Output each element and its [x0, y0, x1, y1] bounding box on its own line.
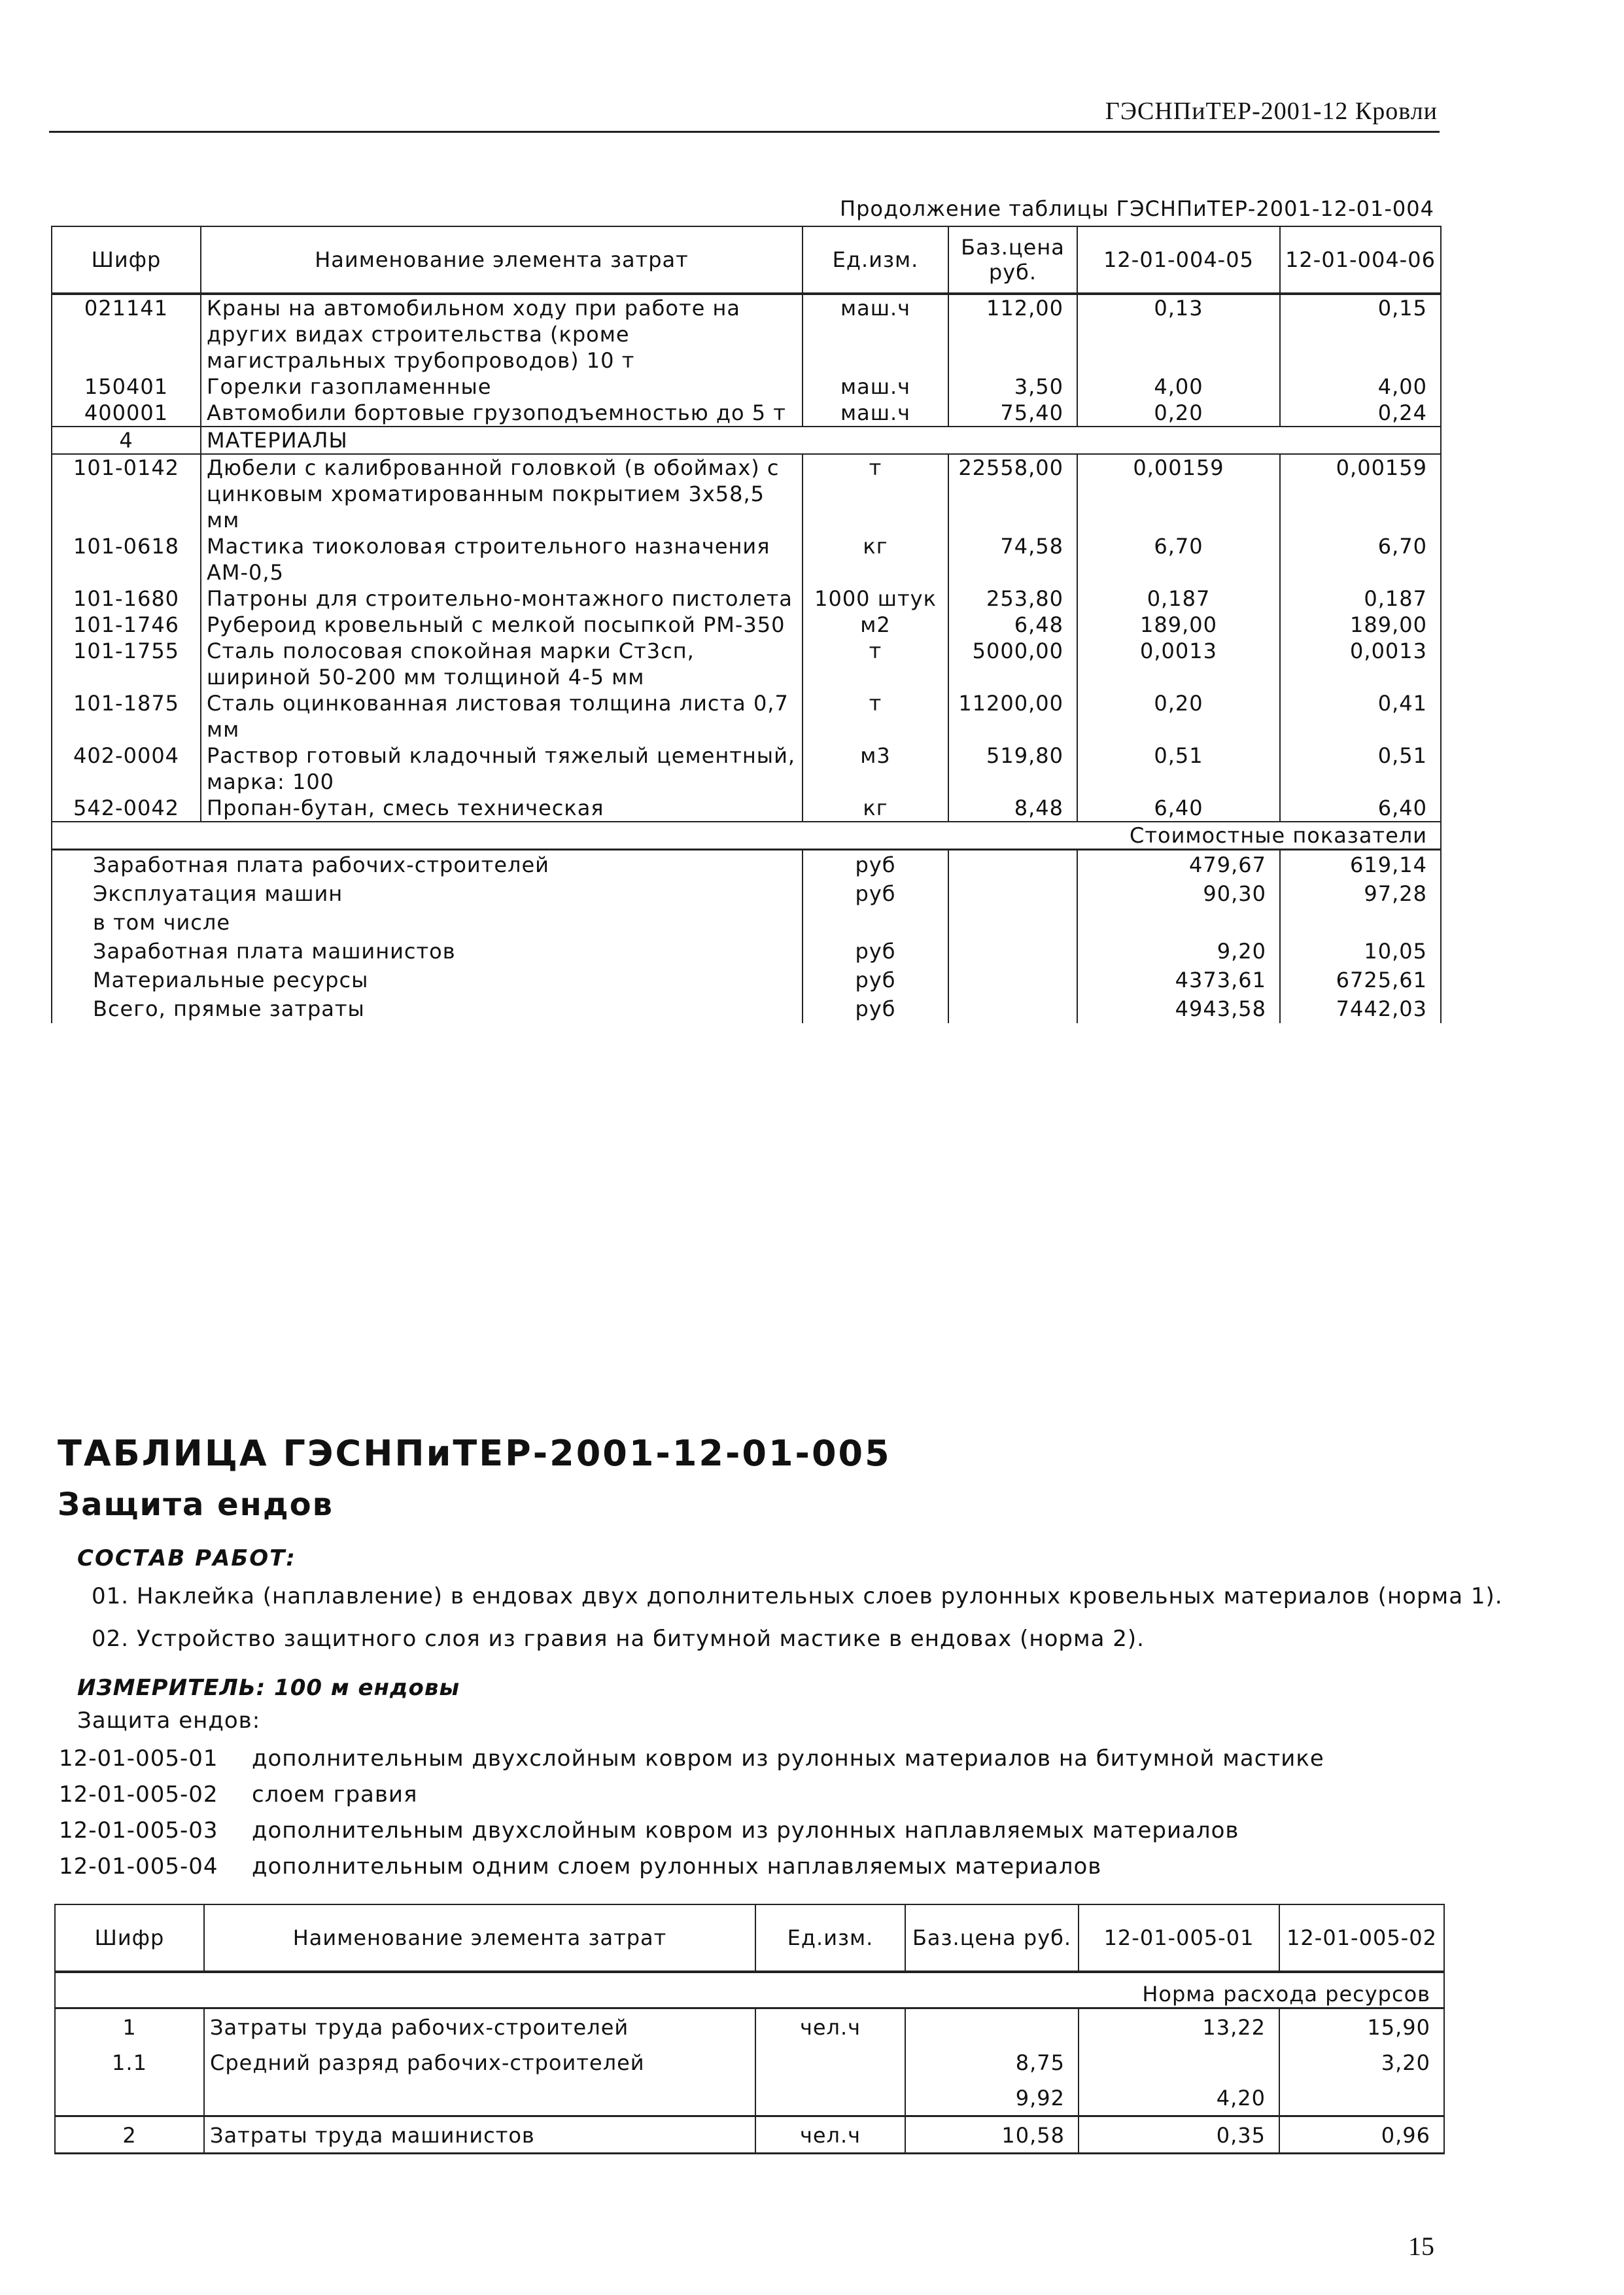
cell-value: 0,51 [1280, 743, 1441, 795]
cell-code: 400001 [52, 400, 201, 427]
table-row [55, 2008, 1444, 2045]
norm-code: 12-01-005-04 [59, 1853, 218, 1880]
cell-value: 15,90 [1279, 2008, 1444, 2045]
table-row [52, 533, 1441, 586]
table-row [52, 795, 1441, 822]
cell-code: 101-1680 [52, 586, 201, 612]
cell-price: 6,48 [948, 612, 1077, 638]
cost-unit: руб [803, 850, 948, 880]
cell-value: 0,24 [1280, 400, 1441, 427]
cell-unit: т [803, 690, 948, 743]
cost-value: 4373,61 [1077, 966, 1280, 994]
cell-code: 542-0042 [52, 795, 201, 822]
cell-value: 189,00 [1077, 612, 1280, 638]
column-header: Шифр [55, 1904, 204, 1972]
table-row [52, 374, 1441, 400]
cell-unit: чел.ч [755, 2008, 905, 2045]
cell-unit: маш.ч [803, 374, 948, 400]
cost-unit: руб [803, 879, 948, 908]
cell-value: 3,20 [1279, 2044, 1444, 2080]
cell-code: 101-1746 [52, 612, 201, 638]
norm-description: дополнительным двухслойным ковром из рулонных наплавляемых материалов [252, 1817, 1239, 1844]
cell-value: 0,0013 [1280, 638, 1441, 690]
cell-name: Патроны для строительно-монтажного пистолета [201, 586, 803, 612]
cell-unit: т [803, 638, 948, 690]
cell-name: Пропан-бутан, смесь техническая [201, 795, 803, 822]
cell-value: 0,00159 [1280, 454, 1441, 533]
cell-price: 75,40 [948, 400, 1077, 427]
column-header: 12-01-005-01 [1079, 1904, 1279, 1972]
cell-unit: маш.ч [803, 400, 948, 427]
cell-name: Рубероид кровельный с мелкой посыпкой РМ-350 [201, 612, 803, 638]
cost-value: 90,30 [1077, 879, 1280, 908]
cost-row [52, 966, 1441, 994]
cost-label: в том числе [52, 908, 803, 937]
cell-name: Автомобили бортовые грузоподъемностью до 5 т [201, 400, 803, 427]
cell-value: 4,20 [1079, 2080, 1279, 2116]
norm-code: 12-01-005-01 [59, 1745, 218, 1772]
cell-code: 021141 [52, 294, 201, 374]
cell-name: Раствор готовый кладочный тяжелый цементный, марка: 100 [201, 743, 803, 795]
cell-unit [755, 2044, 905, 2080]
table-row [52, 690, 1441, 743]
cost-empty [948, 966, 1077, 994]
table-row [52, 612, 1441, 638]
cell-unit: м3 [803, 743, 948, 795]
cost-empty [948, 994, 1077, 1023]
cell-value: 0,35 [1079, 2116, 1279, 2154]
cost-empty [948, 879, 1077, 908]
cell-value: 6,40 [1077, 795, 1280, 822]
cell-price: 8,75 [905, 2044, 1079, 2080]
cost-unit [803, 908, 948, 937]
cost-unit: руб [803, 994, 948, 1023]
norm-description: дополнительным двухслойным ковром из рулонных материалов на битумной мастике [252, 1745, 1324, 1772]
cell-value: 0,15 [1280, 294, 1441, 374]
cost-empty [948, 937, 1077, 966]
cell-name: Сталь оцинкованная листовая толщина листа 0,7 мм [201, 690, 803, 743]
cell-value: 0,13 [1077, 294, 1280, 374]
cell-price: 519,80 [948, 743, 1077, 795]
cost-header-row [52, 822, 1441, 850]
resource-table-005 [54, 1904, 1445, 2154]
cell-code: 402-0004 [52, 743, 201, 795]
column-header: 12-01-004-06 [1280, 226, 1441, 294]
cell-name: Горелки газопламенные [201, 374, 803, 400]
cell-price: 3,50 [948, 374, 1077, 400]
cell-value: 0,187 [1077, 586, 1280, 612]
table-row [55, 2116, 1444, 2154]
cost-empty [948, 908, 1077, 937]
table-subtitle: Защита ендов [58, 1486, 334, 1523]
cell-name: Сталь полосовая спокойная марки Ст3сп, шириной 50-200 мм толщиной 4-5 мм [201, 638, 803, 690]
cell-name: Затраты труда машинистов [204, 2116, 755, 2154]
header-rule [49, 131, 1440, 133]
cell-price: 9,92 [905, 2080, 1079, 2116]
cell-value [1279, 2080, 1444, 2116]
section-title: МАТЕРИАЛЫ [201, 427, 1441, 454]
resource-table-004 [51, 226, 1442, 1023]
cell-code [55, 2080, 204, 2116]
cell-unit: кг [803, 533, 948, 586]
cell-name [204, 2080, 755, 2116]
cell-value: 6,70 [1077, 533, 1280, 586]
column-header: Наименование элемента затрат [201, 226, 803, 294]
work-item: 02. Устройство защитного слоя из гравия на битумной мастике в ендовах (норма 2). [92, 1626, 1145, 1652]
norm-header-row [55, 1972, 1444, 2008]
cost-label: Материальные ресурсы [52, 966, 803, 994]
cost-label: Заработная плата машинистов [52, 937, 803, 966]
table-header-row [55, 1904, 1444, 1972]
work-item: 01. Наклейка (наплавление) в ендовах двух дополнительных слоев рулонных кровельных материалов (норма 1). [92, 1583, 1503, 1609]
cell-value: 0,20 [1077, 400, 1280, 427]
cell-value: 0,187 [1280, 586, 1441, 612]
cell-value: 189,00 [1280, 612, 1441, 638]
norm-description: слоем гравия [252, 1781, 418, 1808]
cost-row [52, 937, 1441, 966]
column-header: 12-01-005-02 [1279, 1904, 1444, 1972]
table-continuation-caption: Продолжение таблицы ГЭСНПиТЕР-2001-12-01-004 [840, 196, 1434, 221]
cell-price: 11200,00 [948, 690, 1077, 743]
table-row [52, 743, 1441, 795]
table-row [52, 638, 1441, 690]
cell-code: 101-1755 [52, 638, 201, 690]
cell-name: Дюбели с калиброванной головкой (в обоймах) с цинковым хроматированным покрытием 3x58,5 мм [201, 454, 803, 533]
cell-unit: маш.ч [803, 294, 948, 374]
cell-price: 5000,00 [948, 638, 1077, 690]
table-row [52, 454, 1441, 533]
column-header: Баз.цена руб. [905, 1904, 1079, 1972]
cell-value: 0,41 [1280, 690, 1441, 743]
cost-row [52, 879, 1441, 908]
column-header: 12-01-004-05 [1077, 226, 1280, 294]
norm-description: дополнительным одним слоем рулонных наплавляемых материалов [252, 1853, 1102, 1880]
cost-value: 6725,61 [1280, 966, 1441, 994]
cost-value: 97,28 [1280, 879, 1441, 908]
cell-unit: кг [803, 795, 948, 822]
cost-empty [948, 850, 1077, 880]
table-row [55, 2044, 1444, 2080]
cost-unit: руб [803, 937, 948, 966]
cell-code: 2 [55, 2116, 204, 2154]
cell-unit: 1000 штук [803, 586, 948, 612]
cell-value: 6,40 [1280, 795, 1441, 822]
cell-code: 1.1 [55, 2044, 204, 2080]
work-composition-label: СОСТАВ РАБОТ: [77, 1545, 296, 1571]
cell-unit [755, 2080, 905, 2116]
table-row [52, 586, 1441, 612]
cell-code: 101-0618 [52, 533, 201, 586]
cost-value: 479,67 [1077, 850, 1280, 880]
norm-group-heading: Защита ендов: [77, 1708, 261, 1734]
cell-value: 0,96 [1279, 2116, 1444, 2154]
cell-value: 0,00159 [1077, 454, 1280, 533]
cost-value [1280, 908, 1441, 937]
table-title: ТАБЛИЦА ГЭСНПиТЕР-2001-12-01-005 [58, 1433, 891, 1474]
cost-label: Всего, прямые затраты [52, 994, 803, 1023]
cost-row [52, 850, 1441, 880]
section-row [52, 427, 1441, 454]
table-row [55, 2080, 1444, 2116]
cost-value: 619,14 [1280, 850, 1441, 880]
cost-value: 4943,58 [1077, 994, 1280, 1023]
cell-code: 150401 [52, 374, 201, 400]
cell-value [1079, 2044, 1279, 2080]
cell-price: 74,58 [948, 533, 1077, 586]
cell-name: Краны на автомобильном ходу при работе на других видах строительства (кроме магистральных трубопроводов) 10 т [201, 294, 803, 374]
cost-row [52, 994, 1441, 1023]
cell-unit: чел.ч [755, 2116, 905, 2154]
table-row [52, 294, 1441, 374]
cell-price: 253,80 [948, 586, 1077, 612]
cost-value: 7442,03 [1280, 994, 1441, 1023]
cell-value: 0,51 [1077, 743, 1280, 795]
column-header: Наименование элемента затрат [204, 1904, 755, 1972]
norm-header: Норма расхода ресурсов [55, 1972, 1444, 2008]
cost-value: 10,05 [1280, 937, 1441, 966]
cell-value: 4,00 [1280, 374, 1441, 400]
cost-header: Стоимостные показатели [52, 822, 1441, 850]
cell-unit: м2 [803, 612, 948, 638]
cost-row [52, 908, 1441, 937]
cell-value: 6,70 [1280, 533, 1441, 586]
cell-value: 13,22 [1079, 2008, 1279, 2045]
cell-price: 112,00 [948, 294, 1077, 374]
cell-value: 0,20 [1077, 690, 1280, 743]
cell-unit: т [803, 454, 948, 533]
cost-value [1077, 908, 1280, 937]
column-header: Ед.изм. [755, 1904, 905, 1972]
cell-name: Мастика тиоколовая строительного назначения АМ-0,5 [201, 533, 803, 586]
cell-price: 8,48 [948, 795, 1077, 822]
cell-price: 22558,00 [948, 454, 1077, 533]
meter-label: ИЗМЕРИТЕЛЬ: 100 м ендовы [77, 1675, 460, 1701]
cell-code: 101-1875 [52, 690, 201, 743]
cost-label: Эксплуатация машин [52, 879, 803, 908]
section-number: 4 [52, 427, 201, 454]
cell-name: Средний разряд рабочих-строителей [204, 2044, 755, 2080]
cell-value: 0,0013 [1077, 638, 1280, 690]
cell-price: 10,58 [905, 2116, 1079, 2154]
page-number: 15 [1408, 2232, 1434, 2261]
norm-code: 12-01-005-03 [59, 1817, 218, 1844]
cost-label: Заработная плата рабочих-строителей [52, 850, 803, 880]
running-header: ГЭСНПиТЕР-2001-12 Кровли [1105, 97, 1438, 125]
column-header: Баз.цена руб. [948, 226, 1077, 294]
table-row [52, 400, 1441, 427]
cell-code: 101-0142 [52, 454, 201, 533]
norm-code: 12-01-005-02 [59, 1781, 218, 1808]
column-header: Ед.изм. [803, 226, 948, 294]
cell-name: Затраты труда рабочих-строителей [204, 2008, 755, 2045]
cost-value: 9,20 [1077, 937, 1280, 966]
column-header: Шифр [52, 226, 201, 294]
table-header-row [52, 226, 1441, 294]
cell-price [905, 2008, 1079, 2045]
cell-value: 4,00 [1077, 374, 1280, 400]
cost-unit: руб [803, 966, 948, 994]
cell-code: 1 [55, 2008, 204, 2045]
